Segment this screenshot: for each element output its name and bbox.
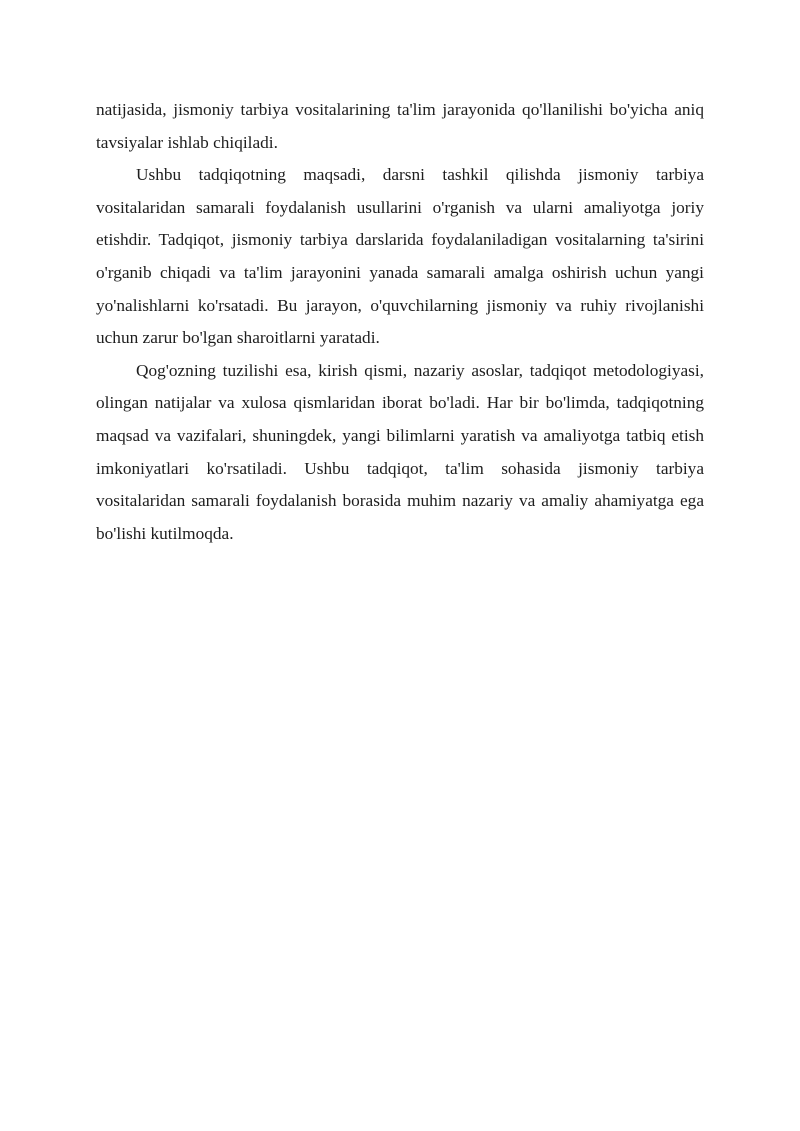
- paragraph-research-goal: Ushbu tadqiqotning maqsadi, darsni tashkil qilishda jismoniy tarbiya vositalaridan samarali foydalanish usullarini o'rganish va ularni amaliyotga joriy etishdir. Tadqiqot, jismoniy tarbiya darslarida foydalaniladigan vositalarning ta'sirini o'rganib chiqadi va ta'lim jarayonini yanada samarali amalga oshirish uchun yangi yo'nalishlarni ko'rsatadi. Bu jarayon, o'quvchilarning jismoniy va ruhiy rivojlanishi uchun zarur bo'lgan sharoitlarni yaratadi.: [96, 165, 704, 348]
- document-page: [96, 94, 704, 550]
- paragraph-paper-structure: Qog'ozning tuzilishi esa, kirish qismi, nazariy asoslar, tadqiqot metodologiyasi, olingan natijalar va xulosa qismlaridan iborat bo'ladi. Har bir bo'limda, tadqiqotning maqsad va vazifalari, shuningdek, yangi bilimlarni yaratish va amaliyotga tatbiq etish imkoniyatlari ko'rsatiladi. Ushbu tadqiqot, ta'lim sohasida jismoniy tarbiya vositalaridan samarali foydalanish borasida muhim nazariy va amaliy ahamiyatga ega bo'lishi kutilmoqda.: [96, 360, 704, 543]
- paragraph-continuation: natijasida, jismoniy tarbiya vositalarining ta'lim jarayonida qo'llanilishi bo'yicha aniq tavsiyalar ishlab chiqiladi.: [96, 100, 704, 152]
